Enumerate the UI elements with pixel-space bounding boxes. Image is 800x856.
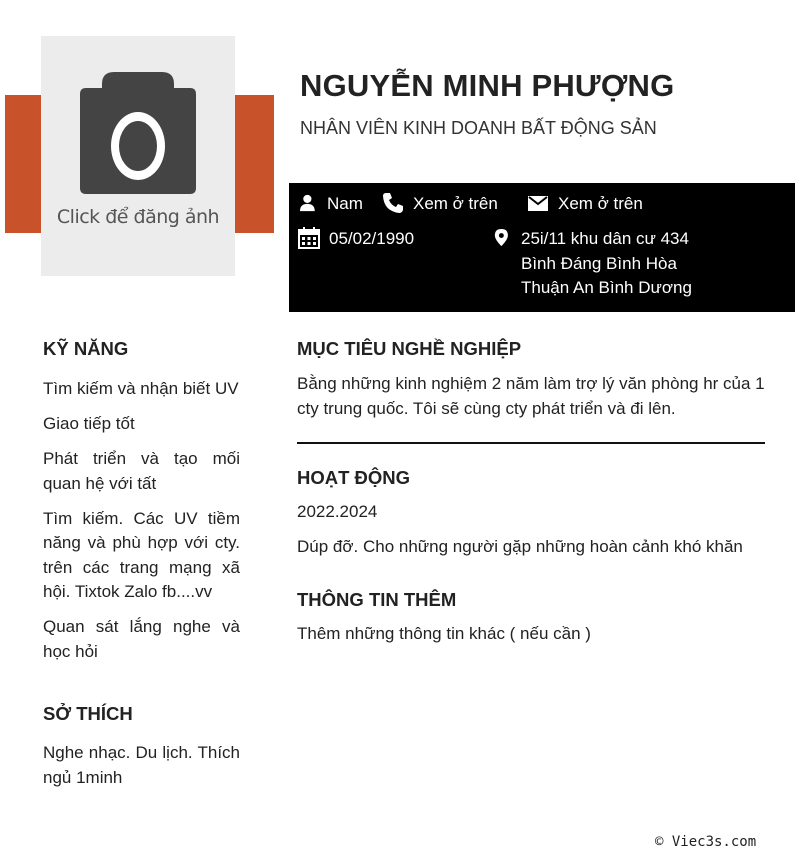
activity-period: 2022.2024 <box>297 502 378 521</box>
activities-heading: HOẠT ĐỘNG <box>297 467 411 488</box>
calendar-icon <box>298 227 320 249</box>
hobbies-text: Nghe nhạc. Du lịch. Thích ngủ 1minh <box>43 743 240 787</box>
footer-copyright[interactable]: © Viec3s.com <box>655 834 757 850</box>
address-value <box>521 227 692 301</box>
additional-info-text: Thêm những thông tin khác ( nếu cần ) <box>297 624 591 643</box>
phone-value[interactable]: Xem ở trên <box>413 194 498 213</box>
accent-bar-left <box>5 95 45 233</box>
profile-photo-upload[interactable] <box>41 36 235 276</box>
email-value[interactable]: Xem ở trên <box>558 194 643 213</box>
user-icon <box>300 192 318 214</box>
photo-caption: Click để đăng ảnh <box>56 206 220 228</box>
address-line-3: Thuận An Bình Dương <box>521 278 692 297</box>
contact-address <box>494 227 692 301</box>
objective-heading: MỤC TIÊU NGHỀ NGHIỆP <box>297 338 522 359</box>
skills-heading: KỸ NĂNG <box>43 338 129 359</box>
contact-info-box <box>289 183 795 312</box>
address-line-1: 25i/11 khu dân cư 434 <box>521 229 689 248</box>
contact-email <box>527 192 643 217</box>
additional-info-heading: THÔNG TIN THÊM <box>297 589 457 610</box>
phone-icon <box>382 192 404 214</box>
gender-value: Nam <box>327 194 363 213</box>
skills-list <box>43 377 240 675</box>
accent-bar-right <box>233 95 274 233</box>
location-pin-icon <box>494 227 512 249</box>
job-title: NHÂN VIÊN KINH DOANH BẤT ĐỘNG SẢN <box>300 118 657 138</box>
birthday-value: 05/02/1990 <box>329 229 415 248</box>
candidate-name: NGUYỄN MINH PHƯỢNG <box>300 68 675 103</box>
contact-phone <box>382 192 498 217</box>
skill-item: Tìm kiếm và nhận biết UV <box>43 379 239 398</box>
skill-item: Quan sát lắng nghe và học hỏi <box>43 617 240 661</box>
hobbies-heading: SỞ THÍCH <box>43 703 133 724</box>
skill-item: Phát triển và tạo mối quan hệ với tất <box>43 449 240 493</box>
objective-text: Bằng những kinh nghiệm 2 năm làm trợ lý văn phòng hr của 1 cty trung quốc. Tôi sẽ cùng cty phát triển và đi lên. <box>297 374 765 418</box>
activity-description: Dúp đỡ. Cho những người gặp những hoàn cảnh khó khăn <box>297 537 743 556</box>
contact-gender <box>300 192 363 217</box>
skill-item: Tìm kiếm. Các UV tiềm năng và phù hợp với cty. trên các trang mạng xã hội. Tixtok Zalo fb....vv <box>43 508 240 601</box>
address-line-2: Bình Đáng Bình Hòa <box>521 253 677 273</box>
skill-item: Giao tiếp tốt <box>43 414 135 433</box>
camera-icon <box>78 70 198 200</box>
contact-birthday <box>298 227 414 252</box>
section-divider <box>297 442 765 444</box>
email-icon <box>527 192 549 214</box>
